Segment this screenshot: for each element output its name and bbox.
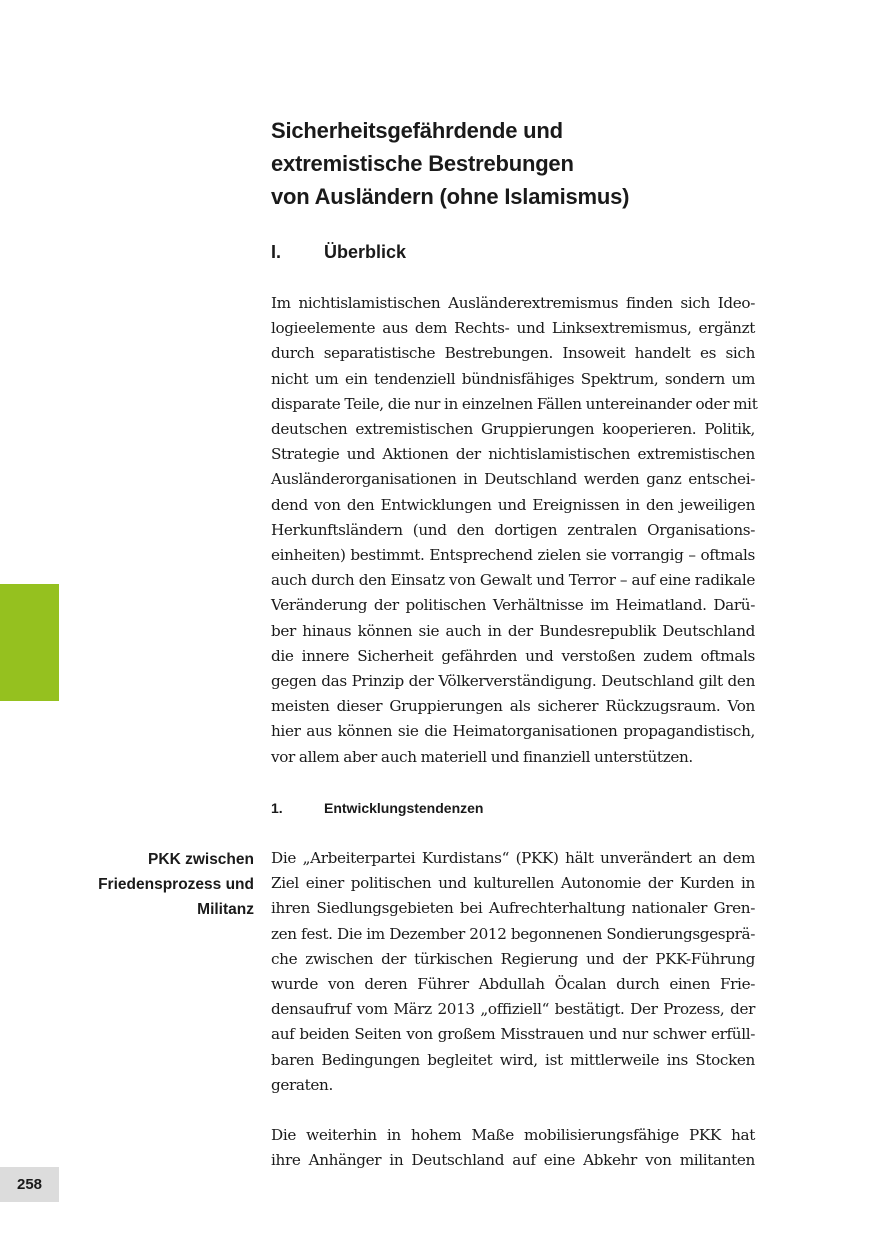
text-line: nicht um ein tendenziell bündnisfähiges Spektrum, sondern um [271, 369, 755, 388]
text-line: che zwischen der türkischen Regierung und der PKK-Führung [271, 949, 755, 968]
text-line: wurde von deren Führer Abdullah Öcalan durch einen Frie- [271, 975, 755, 994]
text-line: disparate Teile, die nur in einzelnen Fällen untereinander oder mit [271, 394, 758, 413]
text-line: Strategie und Aktionen der nichtislamistischen extremistischen [271, 445, 755, 464]
text-line: meisten dieser Gruppierungen als sicherer Rückzugsraum. Von [271, 697, 755, 716]
subsection-number: 1. [271, 800, 283, 816]
text-line: geraten. [271, 1075, 333, 1094]
chapter-title [271, 114, 771, 213]
section-title: Überblick [324, 242, 407, 262]
text-line: einheiten) bestimmt. Entsprechend zielen sie vorrangig – oftmals [271, 546, 755, 565]
chapter-title-line: extremistische Bestrebungen [271, 151, 574, 176]
text-line: zen fest. Die im Dezember 2012 begonnenen Sondierungsgesprä- [271, 924, 755, 943]
margin-note-line: PKK zwischen [148, 851, 254, 868]
text-line: Ausländerorganisationen in Deutschland werden ganz entschei- [271, 470, 755, 489]
text-line: vor allem aber auch materiell und finanziell unterstützen. [271, 747, 693, 766]
text-line: logieelemente aus dem Rechts- und Linksextremismus, ergänzt [271, 319, 755, 338]
text-line: deutschen extremistischen Gruppierungen kooperieren. Politik, [271, 420, 755, 439]
margin-note-line: Friedensprozess und [98, 876, 254, 894]
text-line: die innere Sicherheit gefährden und verstoßen zudem oftmals [271, 646, 755, 665]
text-line: Herkunftsländern (und den dortigen zentralen Organisations- [271, 520, 755, 539]
text-line: Die weiterhin in hohem Maße mobilisierungsfähige PKK hat [271, 1126, 755, 1144]
paragraph-pkk [271, 846, 755, 1098]
text-line: auf beiden Seiten von großem Misstrauen und nur schwer erfüll- [271, 1025, 755, 1044]
text-line: dend von den Entwicklungen und Ereignissen in den jeweiligen [271, 495, 755, 514]
text-line: auch durch den Einsatz von Gewalt und Terror – auf eine radikale [271, 571, 755, 590]
page-number [0, 1167, 59, 1202]
text-line: gegen das Prinzip der Völkerverständigung. Deutschland gilt den [271, 672, 755, 691]
subsection-heading [271, 797, 755, 819]
text-line: densaufruf vom März 2013 „offiziell“ bestätigt. Der Prozess, der [271, 1000, 755, 1019]
section-number: I. [271, 242, 282, 262]
text-line: Im nichtislamistischen Ausländerextremismus finden sich Ideo- [271, 294, 755, 312]
text-line: hier aus können sie die Heimatorganisationen propagandistisch, [271, 722, 755, 741]
text-line: Die „Arbeiterpartei Kurdistans“ (PKK) hält unverändert an dem [271, 849, 755, 867]
margin-note [60, 847, 254, 923]
paragraph-pkk-mobilization [271, 1123, 755, 1173]
text-line: Ziel einer politischen und kulturellen Autonomie der Kurden in [271, 874, 755, 893]
chapter-title-line: Sicherheitsgefährdende und [271, 118, 563, 143]
text-line: durch separatistische Bestrebungen. Insoweit handelt es sich [271, 344, 755, 363]
text-line: ihren Siedlungsgebieten bei Aufrechterhaltung nationaler Gren- [271, 899, 755, 918]
chapter-color-tab [0, 584, 59, 701]
chapter-title-line: von Ausländern (ohne Islamismus) [271, 184, 630, 209]
text-line: ihre Anhänger in Deutschland auf eine Abkehr von militanten [271, 1151, 755, 1170]
margin-note-line: Militanz [197, 901, 254, 919]
text-line: Veränderung der politischen Verhältnisse im Heimatland. Darü- [271, 596, 755, 615]
section-heading [271, 239, 755, 265]
subsection-title: Entwicklungstendenzen [324, 800, 484, 816]
text-line: ber hinaus können sie auch in der Bundesrepublik Deutschland [271, 621, 755, 640]
text-line: baren Bedingungen begleitet wird, ist mittlerweile ins Stocken [271, 1050, 755, 1069]
paragraph-overview [271, 291, 758, 770]
page-number-text: 258 [16, 1176, 43, 1193]
